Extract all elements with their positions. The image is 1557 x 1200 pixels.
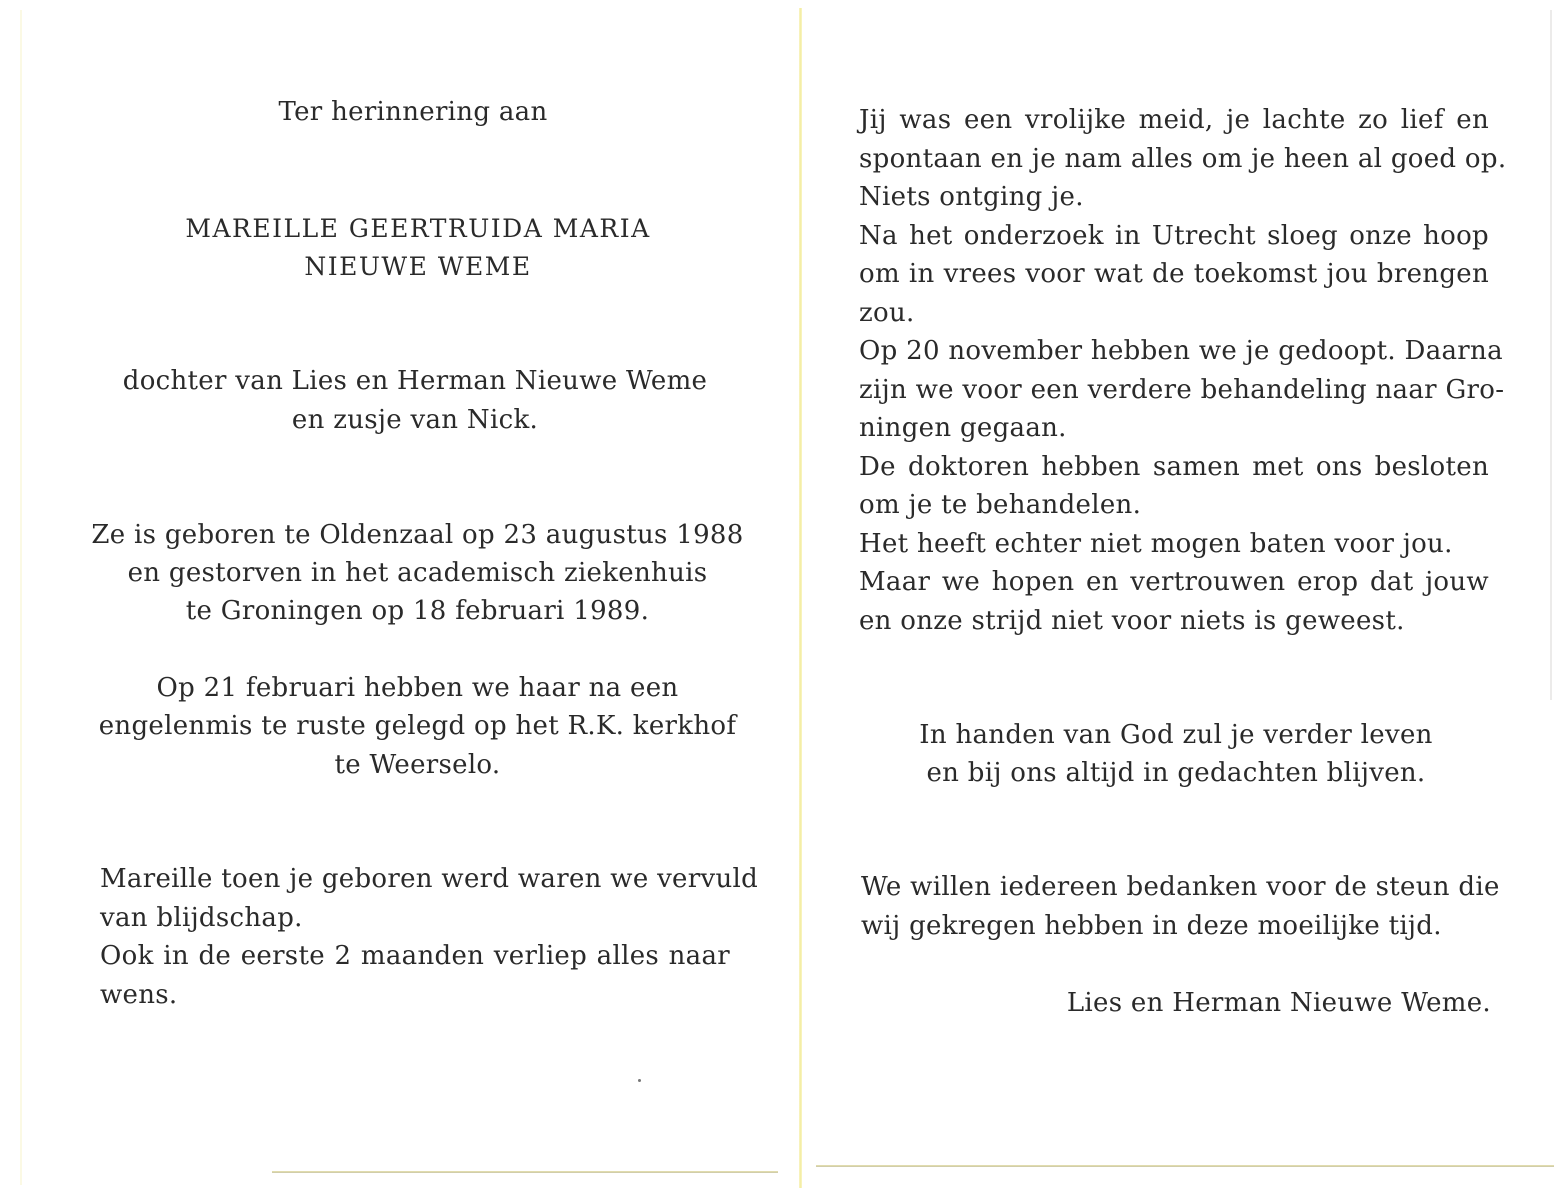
story-block-right [859,101,1507,640]
story-line: ningen gegaan. [859,413,1067,443]
death-line: en gestorven in het academisch ziekenhuis [127,558,708,588]
story-line: Na het onderzoek in Utrecht sloeg onze hoop [859,220,1489,251]
birth-line: Ze is geboren te Oldenzaal op 23 augustus 1988 [91,520,744,550]
parents-line: dochter van Lies en Herman Nieuwe Weme [122,366,708,396]
story-line: Jij was een vrolijke meid, je lachte zo lief en [859,105,1489,135]
story-line: Het heeft echter niet mogen baten voor jou. [859,528,1453,559]
story-line: om je te behandelen. [859,490,1142,520]
thanks-line: We willen iedereen bedanken voor de steun die [861,872,1500,902]
story-line: en onze strijd niet voor niets is geweest. [859,605,1405,636]
verse-line: In handen van God zul je verder leven [919,720,1433,750]
verse-line: en bij ons altijd in gedachten blijven. [926,758,1426,788]
signature: Lies en Herman Nieuwe Weme. [1066,988,1491,1018]
print-speck [638,1079,641,1082]
story-line: zijn we voor een verdere behandeling naar Gro- [859,374,1505,405]
burial-mass-line: engelenmis te ruste gelegd op het R.K. kerkhof [98,711,737,741]
thanks-block [861,868,1500,945]
story-line: van blijdschap. [100,902,303,933]
right-page-edge [1550,10,1552,700]
story-line: De doktoren hebben samen met ons besloten [859,451,1489,482]
burial-place-line: te Weerselo. [334,750,501,780]
story-line: Op 20 november hebben we je gedoopt. Daarna [859,336,1503,366]
story-line: spontaan en je nam alles om je heen al goed op. [859,143,1507,174]
memorial-heading: Ter herinnering aan [278,97,548,127]
story-line: Niets ontging je. [859,182,1084,212]
death-place-line: te Groningen op 18 februari 1989. [185,596,650,626]
deceased-name-surname: NIEUWE WEME [304,252,532,281]
story-line: Maar we hopen en vertrouwen erop dat jouw [859,567,1489,597]
sibling-line: en zusje van Nick. [291,405,539,435]
story-line: wens. [100,979,178,1010]
story-line: om in vrees voor wat de toekomst jou brengen [859,259,1489,289]
left-page-edge [20,10,22,1185]
story-line: Ook in de eerste 2 maanden verliep alles naar [100,941,730,971]
thanks-line: wij gekregen hebben in deze moeilijke tijd. [861,910,1442,941]
story-line: zou. [859,297,915,328]
right-bottom-edge [816,1165,1554,1167]
story-block-left [100,860,759,1014]
burial-line: Op 21 februari hebben we haar na een [156,673,679,703]
left-bottom-edge [272,1171,778,1173]
story-line: Mareille toen je geboren werd waren we vervuld [100,864,759,894]
card-fold [799,8,802,1188]
deceased-name-first: MAREILLE GEERTRUIDA MARIA [185,214,651,243]
